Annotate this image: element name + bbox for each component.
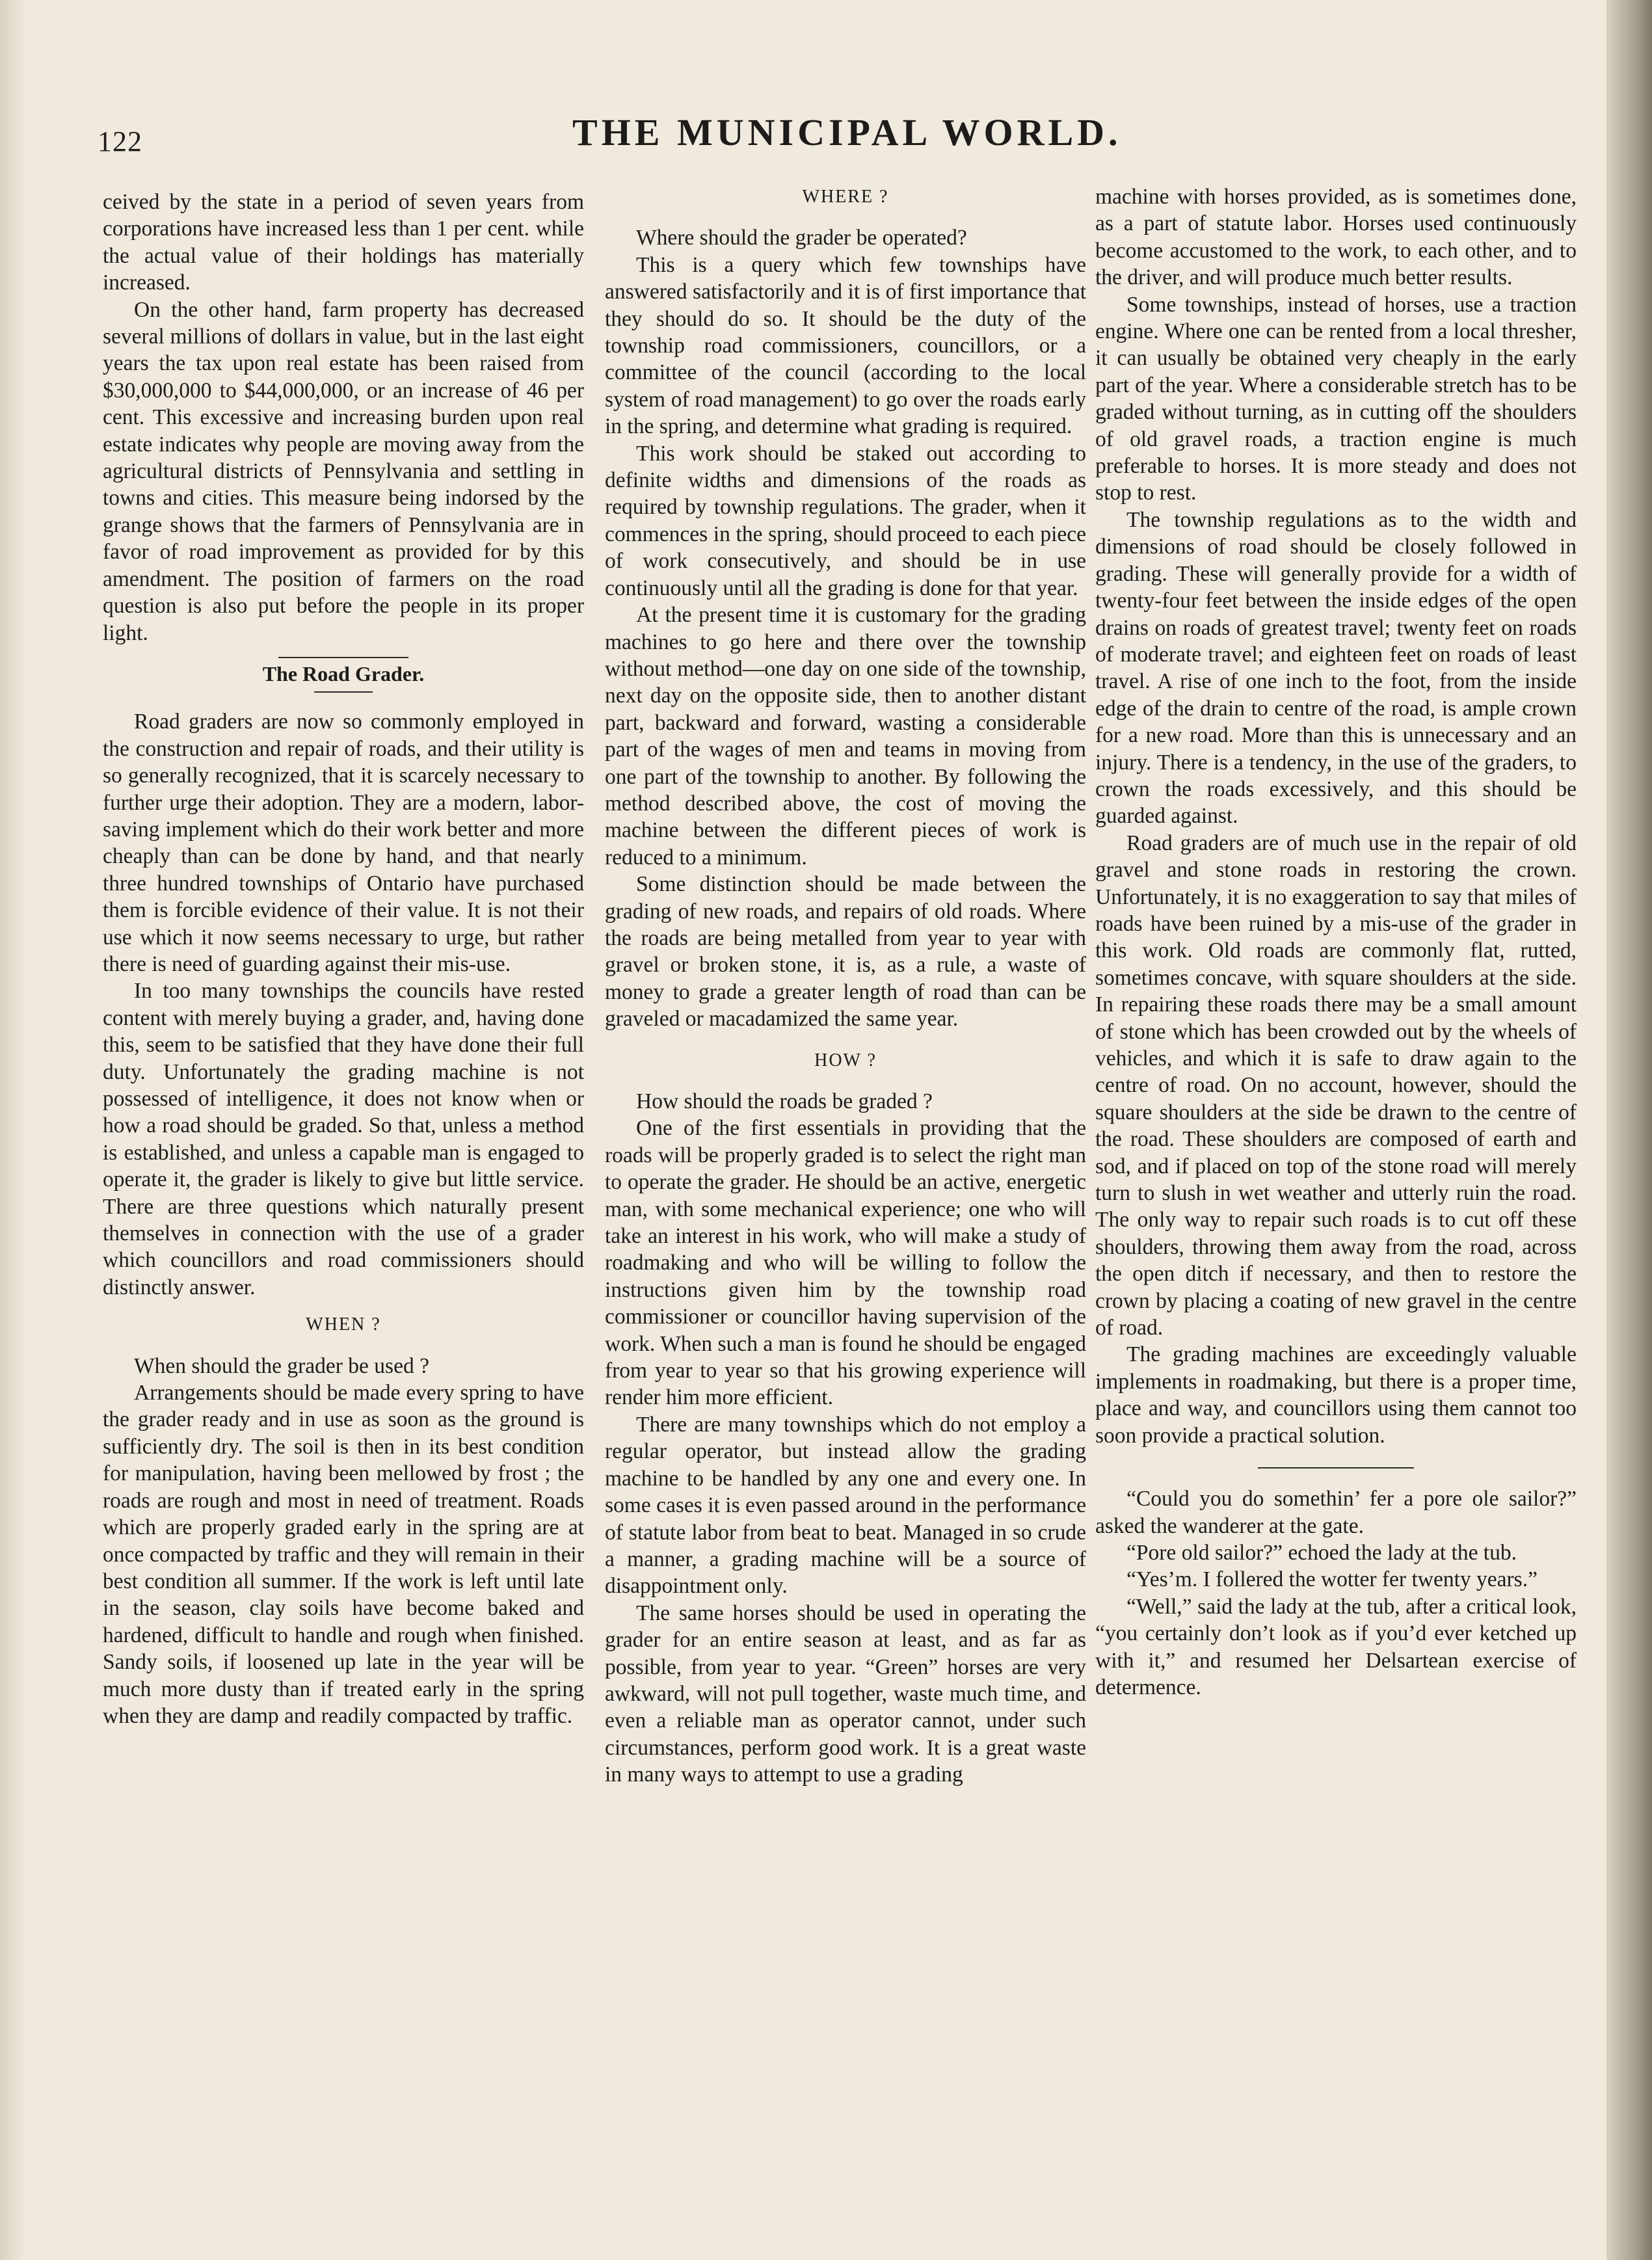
section-heading-when: WHEN ? [306,1314,381,1335]
column-2 [605,183,1086,1788]
paragraph: This work should be staked out according to definite widths and dimensions of the roads as required by township regulations. The grader, when it commences in the spring, should proceed to each piece of work consecutively, and should be in use continuously until all the grading is done for that year. [605,441,1086,600]
divider-rule [314,691,373,693]
anecdote-line: “Yes’m. I follered the wotter fer twenty years.” [1126,1567,1538,1592]
paragraph: How should the roads be graded ? [636,1089,933,1113]
paragraph: Some townships, instead of horses, use a traction engine. Where one can be rented from a local thresher, it can usually be obtained very cheaply in the early part of the year. Where a considerable stretch has to be graded without turning, as in cutting off the shoulders of old gravel roads, a traction engine is much preferable to horses. It is more steady and does not stop to rest. [1095,292,1577,505]
paragraph: On the other hand, farm property has decreased several millions of dollars in value, but in the last eight years the tax upon real estate has been raised from $30,000,000 to $44,000,000, or an increase of 46 per cent. This excessive and increasing burden upon real estate indicates why people are moving away from the agricultural districts of Pennsylvania and settling in towns and cities. This measure being indorsed by the grange shows that the farmers of Pennsylvania are in favor of road improvement as provided for by this amendment. The position of farmers on the road question is also put before the people in its proper light. [103,297,584,645]
paragraph: This is a query which few townships have answered satisfactorily and it is of first importance that they should do so. It should be the duty of the township road commissioners, councillors, or a committee of the council (according to the local system of road management) to go over the roads early in the spring, and determine what grading is required. [605,252,1086,439]
paragraph: Road graders are now so commonly employed in the construction and repair of roads, and their utility is so generally recognized, that it is scarcely necessary to further urge their adoption. They are a modern, labor-saving implement which do their work better and more cheaply than can be done by hand, and that nearly three hundred townships of Ontario have purchased them is forcible evidence of their value. It is not their use which it now seems necessary to urge, but rather there is need of guarding against their mis-use. [103,710,584,976]
divider-rule [1258,1467,1414,1469]
anecdote-line: “Could you do somethin’ fer a pore ole sailor?” asked the wanderer at the gate. [1095,1487,1577,1538]
paragraph: There are many townships which do not employ a regular operator, but instead allow the grading machine to be handled by any one and every one. In some cases it is even passed around in the performance of statute labor from beat to beat. Managed in so crude a manner, a grading machine will be a source of disappointment only. [605,1412,1086,1599]
paragraph: In too many townships the councils have rested content with merely buying a grader, and, having done this, seem to be satisfied that they have done their full duty. Unfortunately the grading machine is not possessed of intelligence, it does not know when or how a road should be graded. So that, unless a method is established, and unless a capable man is engaged to operate it, the grader is likely to give but little service. There are three questions which naturally present themselves in connection with the use of a grader which councillors and road commissioners should distinctly answer. [103,979,584,1299]
paragraph: The grading machines are exceedingly valuable implements in roadmaking, but there is a proper time, place and way, and councillors using them cannot too soon provide a practical solution. [1095,1342,1577,1448]
column-1 [103,189,584,1729]
section-heading-where: WHERE ? [802,187,889,207]
paragraph: Arrangements should be made every spring to have the grader ready and in use as soon as the ground is sufficiently dry. The soil is then in its best condition for manipulation, having been mellowed by frost ; the roads are rough and most in need of treatment. Roads which are properly graded early in the spring are at once compacted by traffic and they will remain in their best condition all summer. If the work is left until late in the season, clay soils have become baked and hardened, difficult to handle and rough when finished. Sandy soils, if loosened up late in the year will be much more dusty than if treated early in the spring when they are damp and readily compacted by traffic. [103,1381,584,1728]
paragraph: Where should the grader be operated? [636,226,967,250]
paragraph: At the present time it is customary for the grading machines to go here and there over the township without method—one day on one side of the township, next day on the opposite side, then to another distant part, backward and forward, wasting a considerable part of the wages of men and teams in moving from one part of the township to another. By following the method described above, the cost of moving the machine between the different pieces of work is reduced to a minimum. [605,603,1086,870]
anecdote-line: “Pore old sailor?” echoed the lady at the tub. [1126,1540,1517,1565]
article-heading: The Road Grader. [262,661,425,685]
paragraph: The township regulations as to the width and dimensions of road should be closely followed in grading. These will generally provide for a width of twenty-four feet between the inside edges of the open drains on roads of greatest travel; twenty feet on roads of moderate travel; and eighteen feet on roads of least travel. A rise of one inch to the foot, from the inside edge of the drain to centre of the road, is ample crown for a new road. More than this is unnecessary and an injury. There is a tendency, in the use of the graders, to crown the roads excessively, and this should be guarded against. [1095,507,1577,829]
paragraph: When should the grader be used ? [134,1353,429,1378]
paragraph: machine with horses provided, as is sometimes done, as a part of statute labor. Horses used continuously become accustomed to the work, to each other, and to the driver, and will produce much better results. [1095,185,1577,290]
book-spine [1606,0,1652,2260]
page-number: 122 [98,126,142,157]
page-header [98,111,1587,169]
paragraph: The same horses should be used in operating the grader for an entire season at least, and as far as possible, from year to year. “Green” horses are very awkward, will not pull together, waste much time, and even a reliable man as operator cannot, under such circumstances, perform good work. It is a great waste in many ways to attempt to use a grading [605,1601,1086,1787]
section-heading-how: HOW ? [814,1050,877,1070]
page-edge-shadow [0,0,26,2260]
column-3 [1095,183,1577,1701]
paragraph: ceived by the state in a period of seven years from corporations have increased less than 1 per cent. while the actual value of their holdings has materially increased. [103,190,584,295]
paragraph: Road graders are of much use in the repair of old gravel and stone roads in restoring the crown. Unfortunately, it is no exaggeration to say that miles of roads have been ruined by a mis-use of the grader in this work. Old roads are commonly flat, rutted, sometimes concave, with square shoulders at the side. In repairing these roads there may be a small amount of stone which has been crowded out by the wheels of vehicles, and which it is safe to draw again to the centre of road. On no account, however, should the square shoulders at the side be drawn to the centre of the road. These shoulders are composed of earth and sod, and if placed on top of the stone road will merely turn to slush in wet weather and utterly ruin the road. The only way to repair such roads is to cut off these shoulders, throwing them away from the road, across the open ditch if necessary, and then to restore the crown by placing a coating of new gravel in the centre of road. [1095,831,1577,1340]
paragraph: One of the first essentials in providing that the roads will be properly graded is to select the right man to operate the grader. He should be an active, energetic man, with some mechanical experience; one who will take an interest in his work, who will make a study of roadmaking and who will be willing to follow the instructions given him by the township road commissioner or councillor having supervision of the work. When such a man is found he should be engaged from year to year so that his growing experience will render him more efficient. [605,1116,1086,1410]
running-title: THE MUNICIPAL WORLD. [572,111,1122,153]
paragraph: Some distinction should be made between the grading of new roads, and repairs of old roads. Where the roads are being metalled from year to year with gravel or broken stone, it is, as a rule, a waste of money to grade a greater length of road than can be graveled or macadamized the same year. [605,872,1086,1031]
anecdote-line: “Well,” said the lady at the tub, after a critical look, “you certainly don’t look as if you’d ever ketched up with it,” and resumed her Delsartean exercise of determence. [1095,1594,1577,1699]
divider-rule [278,657,408,658]
